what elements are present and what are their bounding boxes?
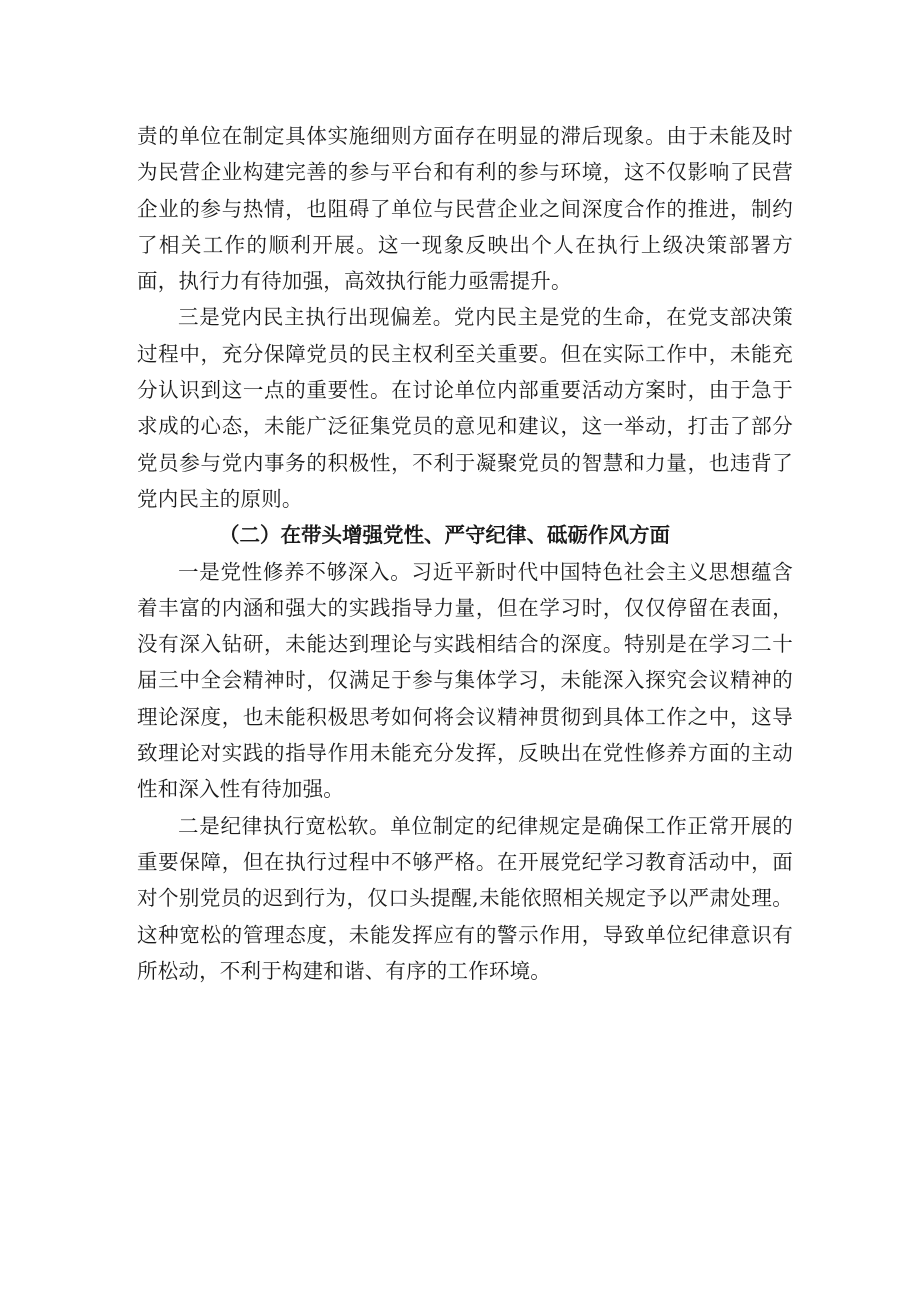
section-heading: （二）在带头增强党性、严守纪律、砥砺作风方面: [219, 523, 670, 548]
paragraph-party-spirit: 一是党性修养不够深入。习近平新时代中国特色社会主义思想蕴含着丰富的内涵和强大的实践指导力量，但在学习时，仅仅停留在表面，没有深入钻研，未能达到理论与实践相结合的深度。特别是在学习二十届三中全会精神时，仅满足于参与集体学习，未能深入探究会议精神的理论深度，也未能积极思考如何将会议精神贯彻到具体工作之中，这导致理论对实践的指导作用未能充分发挥，反映出在党性修养方面的主动性和深入性有待加强。: [137, 559, 793, 802]
paragraph-discipline: 二是纪律执行宽松软。单位制定的纪律规定是确保工作正常开展的重要保障，但在执行过程中不够严格。在开展党纪学习教育活动中，面对个别党员的迟到行为，仅口头提醒,未能依照相关规定予以严肃处理。这种宽松的管理态度，未能发挥应有的警示作用，导致单位纪律意识有所松动，不利于构建和谐、有序的工作环境。: [137, 813, 793, 983]
paragraph-inner-party-democracy: 三是党内民主执行出现偏差。党内民主是党的生命，在党支部决策过程中，充分保障党员的民主权利至关重要。但在实际工作中，未能充分认识到这一点的重要性。在讨论单位内部重要活动方案时，由于急于求成的心态，未能广泛征集党员的意见和建议，这一举动，打击了部分党员参与党内事务的积极性，不利于凝聚党员的智慧和力量，也违背了党内民主的原则。: [137, 305, 793, 511]
paragraph-continuation: 责的单位在制定具体实施细则方面存在明显的滞后现象。由于未能及时为民营企业构建完善的参与平台和有利的参与环境，这不仅影响了民营企业的参与热情，也阻碍了单位与民营企业之间深度合作的推进，制约了相关工作的顺利开展。这一现象反映出个人在执行上级决策部署方面，执行力有待加强，高效执行能力亟需提升。: [137, 124, 793, 294]
document-body: [137, 118, 793, 989]
